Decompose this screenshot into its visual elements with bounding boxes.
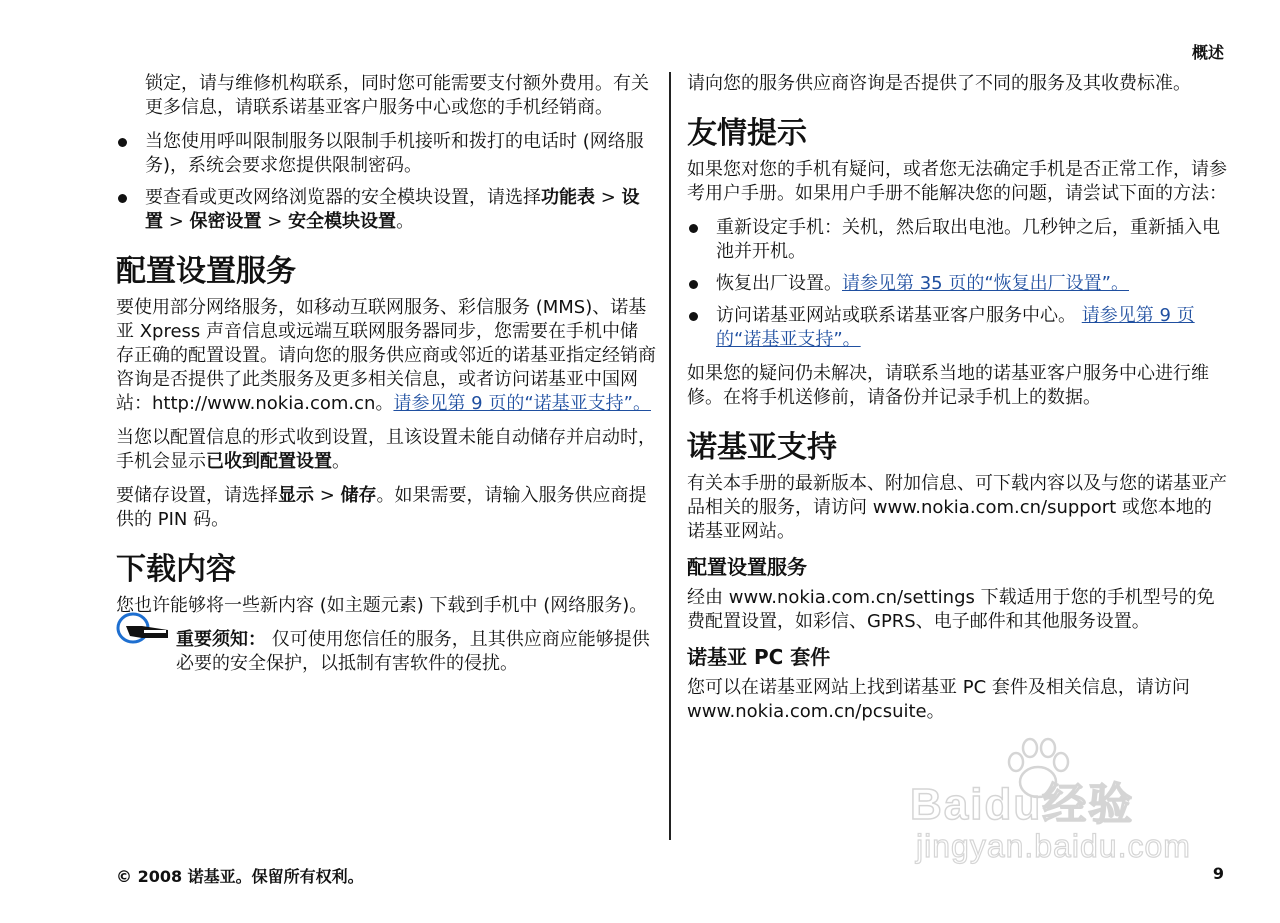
config-text: 要使用部分网络服务，如移动互联网服务、彩信服务 (MMS)、诺基亚 Xpress 声音信息或远端互联网服务器同步，您需要在手机中储存正确的配置设置。请向您的服务供应商或邻近的诺基亚指定经销商咨询是否提供了此类服务及更多相关信息，或者访问诺基亚中国网站：http://www.nokia.com.cn。 bbox=[116, 297, 656, 414]
config-received-label: 已收到配置设置 bbox=[206, 451, 332, 472]
support-paragraph: 有关本手册的最新版本、附加信息、可下载内容以及与您的诺基亚产品相关的服务，请访问 www.nokia.com.cn/support 或您本地的诺基亚网站。 bbox=[687, 473, 1227, 542]
menu-path-separator: > bbox=[595, 187, 622, 208]
menu-path-security: 保密设置 bbox=[189, 211, 262, 232]
tip-text: 重新设定手机：关机，然后取出电池。几秒钟之后，重新插入电池并开机。 bbox=[716, 217, 1220, 262]
list-item bbox=[687, 272, 1227, 296]
factory-reset-link[interactable]: 请参见第 35 页的“恢复出厂设置”。 bbox=[842, 273, 1129, 294]
intro-text: 锁定，请与维修机构联系，同时您可能需要支付额外费用。有关更多信息，请联系诺基亚客户服务中心或您的手机经销商。 bbox=[145, 73, 649, 118]
watermark-brand: Baidu经验 bbox=[910, 780, 1135, 829]
bullet-text: 要查看或更改网络浏览器的安全模块设置，请选择 bbox=[145, 187, 541, 208]
config-heading: 配置设置服务 bbox=[116, 254, 296, 289]
menu-path-functions: 功能表 bbox=[541, 187, 595, 208]
important-note bbox=[116, 628, 656, 676]
bullet-icon bbox=[118, 194, 127, 203]
list-item bbox=[687, 304, 1227, 352]
column-divider bbox=[669, 72, 671, 840]
note-label: 重要须知： bbox=[176, 629, 266, 650]
list-item bbox=[687, 216, 1227, 264]
tips-paragraph: 如果您对您的手机有疑问，或者您无法确定手机是否正常工作，请参考用户手册。如果用户手册不能解决您的问题，请尝试下面的方法： bbox=[687, 159, 1227, 204]
left-column bbox=[116, 72, 656, 686]
list-item bbox=[116, 130, 656, 178]
right-intro: 请向您的服务供应商咨询是否提供了不同的服务及其收费标准。 bbox=[687, 73, 1191, 94]
menu-path-separator: > bbox=[314, 485, 341, 506]
section-title: 概述 bbox=[1191, 43, 1224, 62]
watermark-url: jingyan.baidu.com bbox=[916, 828, 1191, 864]
save-settings-text: 要储存设置，请选择 bbox=[116, 485, 278, 506]
bullet-icon bbox=[118, 138, 127, 147]
save-settings-end: 。如果需要，请输入服务供应商提供的 PIN 码。 bbox=[116, 485, 647, 530]
note-text: 仅可使用您信任的服务，且其供应商应能够提供必要的安全保护，以抵制有害软件的侵扰。 bbox=[176, 629, 650, 674]
bullet-text: 当您使用呼叫限制服务以限制手机接听和拨打的电话时 (网络服务)，系统会要求您提供限制密码。 bbox=[145, 131, 644, 176]
tips-heading: 友情提示 bbox=[687, 116, 807, 151]
download-paragraph: 您也许能够将一些新内容 (如主题元素) 下载到手机中 (网络服务)。 bbox=[116, 595, 648, 616]
list-item bbox=[116, 186, 656, 234]
support-heading: 诺基亚支持 bbox=[687, 430, 837, 465]
tip-text: 恢复出厂设置。 bbox=[716, 273, 842, 294]
security-bullet-list bbox=[116, 130, 656, 234]
config-settings-paragraph: 经由 www.nokia.com.cn/settings 下载适用于您的手机型号的免费配置设置，如彩信、GPRS、电子邮件和其他服务设置。 bbox=[687, 587, 1215, 632]
config-received-paragraph bbox=[116, 426, 656, 474]
config-received-text: 当您以配置信息的形式收到设置，且该设置未能自动储存并启动时，手机会显示 bbox=[116, 427, 656, 472]
baidu-watermark bbox=[880, 730, 1210, 870]
tip-text: 访问诺基亚网站或联系诺基亚客户服务中心。 bbox=[716, 305, 1082, 326]
menu-path-settings: 设置 bbox=[145, 187, 640, 232]
note-paragraph bbox=[116, 628, 656, 676]
right-column bbox=[687, 72, 1227, 734]
pc-suite-paragraph: 您可以在诺基亚网站上找到诺基亚 PC 套件及相关信息，请访问 www.nokia.com.cn/pcsuite。 bbox=[687, 677, 1190, 722]
tips-paragraph-2: 如果您的疑问仍未解决，请联系当地的诺基亚客户服务中心进行维修。在将手机送修前，请备份并记录手机上的数据。 bbox=[687, 363, 1209, 408]
bullet-text-end: 。 bbox=[396, 211, 415, 232]
page-number: 9 bbox=[1212, 864, 1224, 883]
config-received-end: 。 bbox=[332, 451, 350, 472]
menu-path-save: 储存 bbox=[340, 485, 377, 506]
menu-path-security-module: 安全模块设置 bbox=[288, 211, 397, 232]
download-heading: 下载内容 bbox=[116, 552, 236, 587]
bullet-icon bbox=[689, 312, 698, 321]
save-settings-paragraph bbox=[116, 484, 656, 532]
config-paragraph bbox=[116, 296, 656, 416]
menu-path-separator: > bbox=[261, 211, 289, 232]
bullet-icon bbox=[689, 224, 698, 233]
tips-list bbox=[687, 216, 1227, 352]
support-link[interactable]: 请参见第 9 页的“诺基亚支持”。 bbox=[716, 305, 1195, 350]
support-link[interactable]: 请参见第 9 页的“诺基亚支持”。 bbox=[393, 393, 651, 414]
copyright: © 2008 诺基亚。保留所有权利。 bbox=[116, 867, 364, 886]
menu-path-show: 显示 bbox=[278, 485, 314, 506]
important-hand-icon bbox=[116, 612, 172, 644]
paw-icon bbox=[998, 730, 1078, 810]
config-subheading: 配置设置服务 bbox=[687, 555, 807, 579]
menu-path-separator: > bbox=[163, 211, 190, 232]
pc-suite-subheading: 诺基亚 PC 套件 bbox=[687, 645, 831, 669]
bullet-icon bbox=[689, 280, 698, 289]
